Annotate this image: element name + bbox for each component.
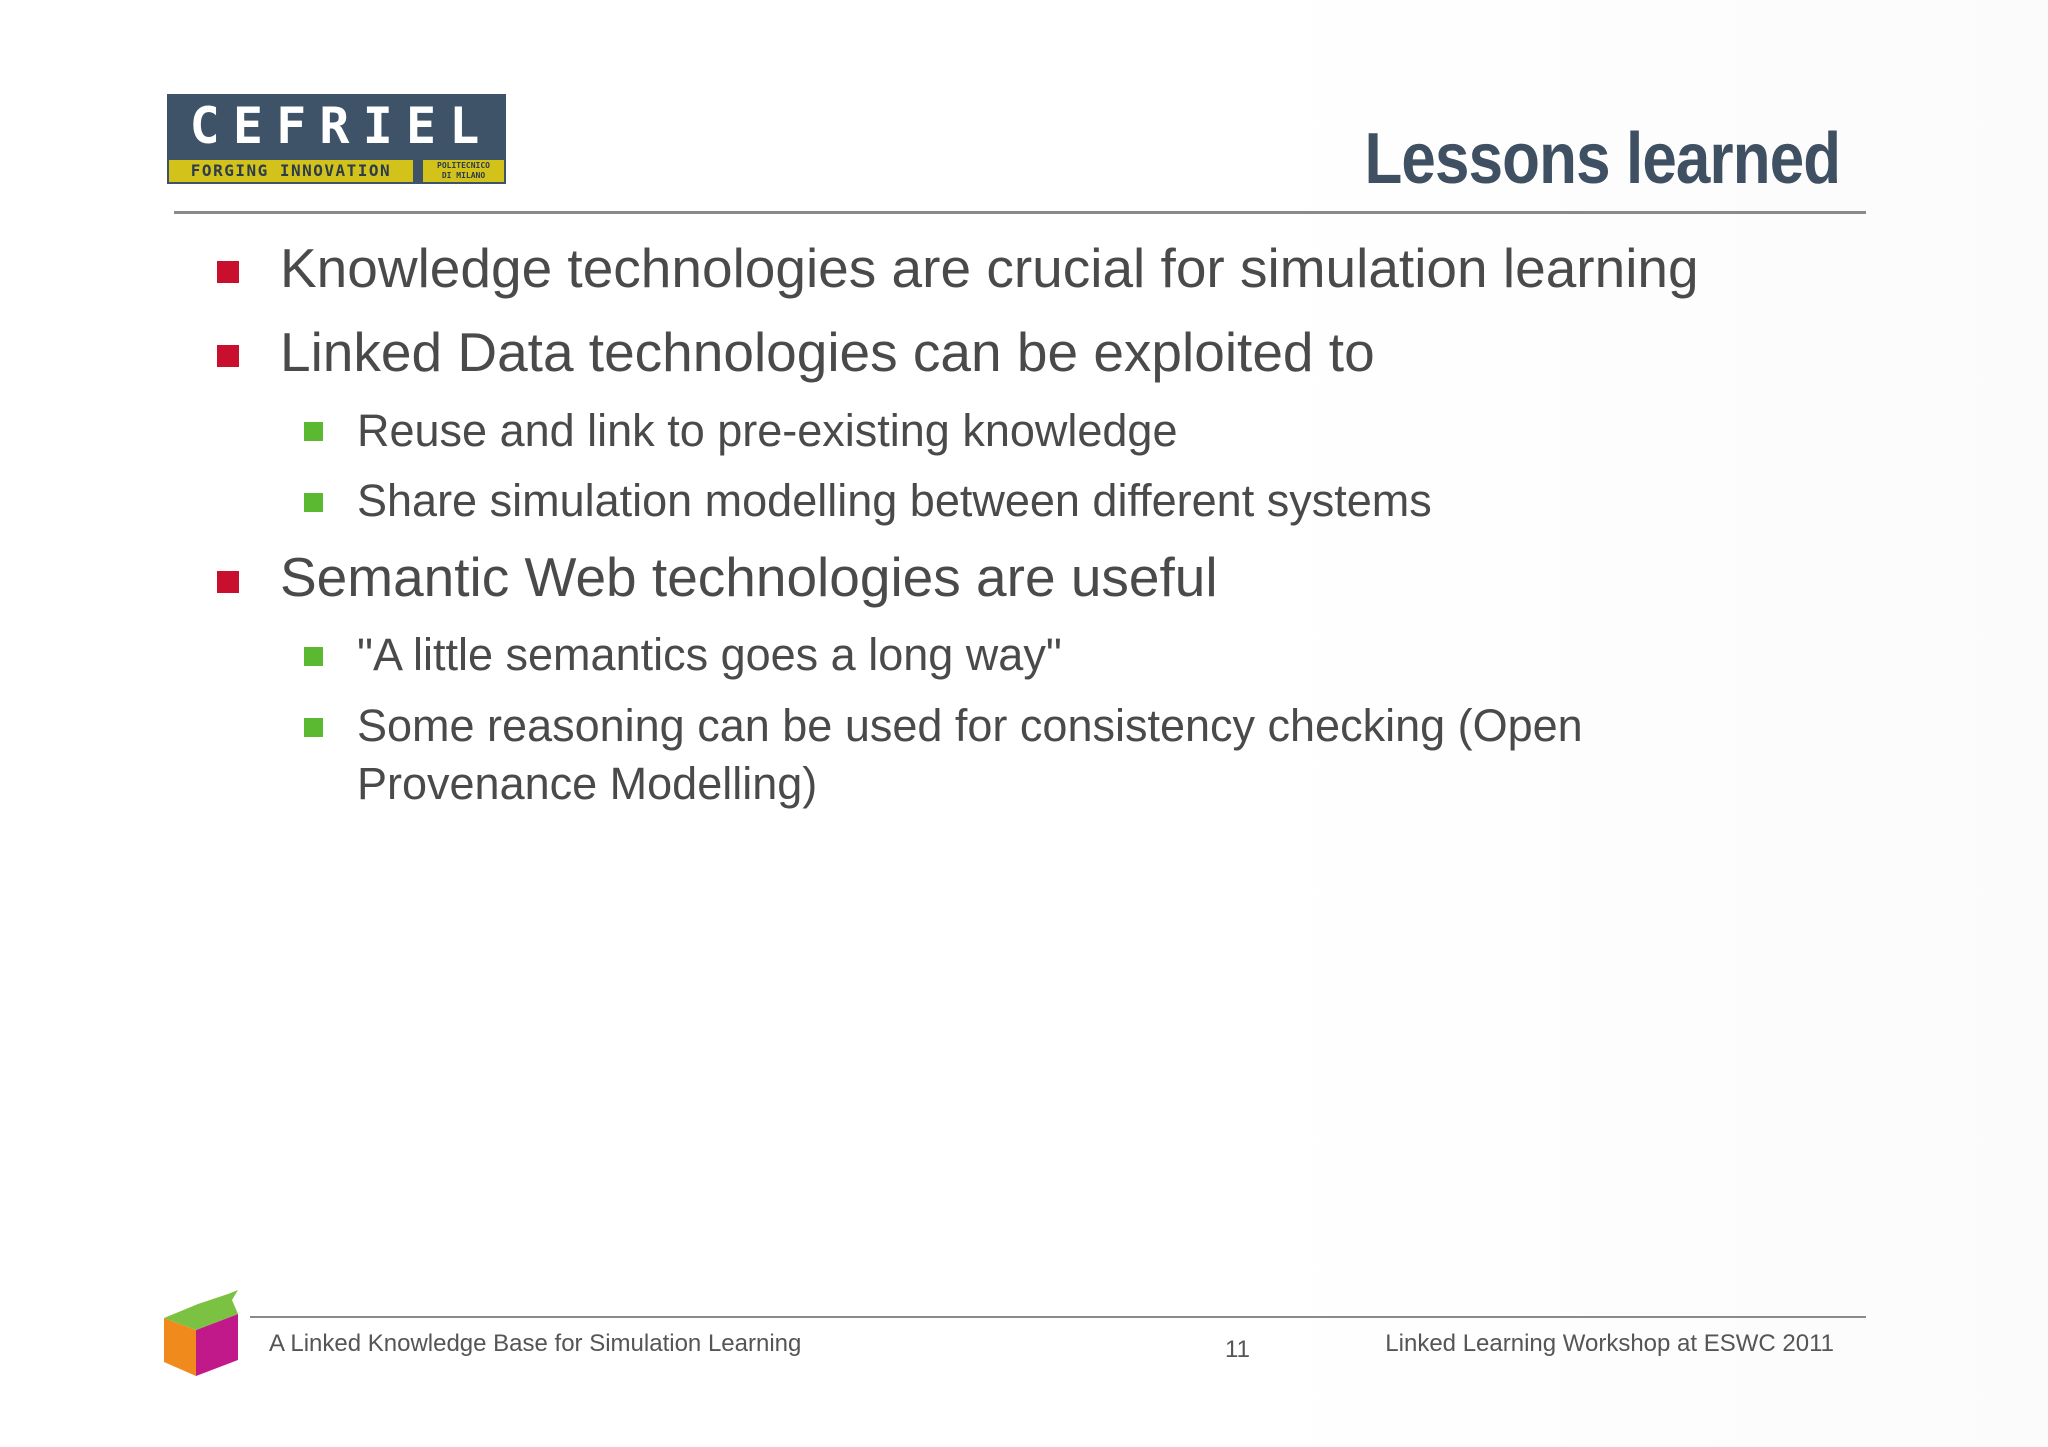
bullet-item: Linked Data technologies can be exploited to (280, 321, 1375, 383)
bullet-item: Semantic Web technologies are useful (280, 546, 1218, 608)
logo-partner-line1: POLITECNICO (437, 161, 490, 170)
bullet-marker (217, 345, 239, 367)
logo-letter: R (319, 97, 354, 155)
footer-divider (250, 1316, 1866, 1318)
slide-title: Lessons learned (1364, 119, 1840, 199)
sub-bullet-item: "A little semantics goes a long way" (357, 629, 1062, 680)
sub-bullet-item: Some reasoning can be used for consistency checking (Open (357, 700, 1583, 751)
logo-letter: E (232, 97, 267, 155)
sub-bullet-item-continuation: Provenance Modelling) (357, 758, 818, 809)
sub-bullet-marker (304, 422, 323, 441)
logo-partner-line2: DI MILANO (441, 171, 486, 180)
title-divider (174, 211, 1866, 214)
sub-bullet-marker (304, 493, 323, 512)
page-number: 11 (1225, 1336, 1250, 1363)
logo-letter: E (405, 97, 441, 155)
logo-letter: L (449, 97, 484, 155)
logo-letter: C (189, 97, 224, 155)
logo-tagline: FORGING INNOVATION (169, 160, 413, 182)
sub-bullet-marker (304, 647, 323, 666)
sub-bullet-item: Share simulation modelling between different systems (357, 475, 1432, 526)
logo-letter: F (276, 97, 311, 155)
logo-letter: I (362, 97, 397, 155)
cefriel-logo (167, 94, 506, 190)
sub-bullet-marker (304, 718, 323, 737)
sub-bullet-item: Reuse and link to pre-existing knowledge (357, 405, 1178, 456)
logo-partner (423, 160, 504, 182)
logo-wordmark (167, 94, 506, 158)
cube-logo-icon (158, 1290, 242, 1382)
footer-presentation-title: A Linked Knowledge Base for Simulation Learning (269, 1330, 802, 1357)
bullet-marker (217, 571, 239, 593)
footer-event: Linked Learning Workshop at ESWC 2011 (1385, 1330, 1834, 1357)
bullet-marker (217, 261, 239, 283)
bullet-item: Knowledge technologies are crucial for simulation learning (280, 237, 1699, 299)
